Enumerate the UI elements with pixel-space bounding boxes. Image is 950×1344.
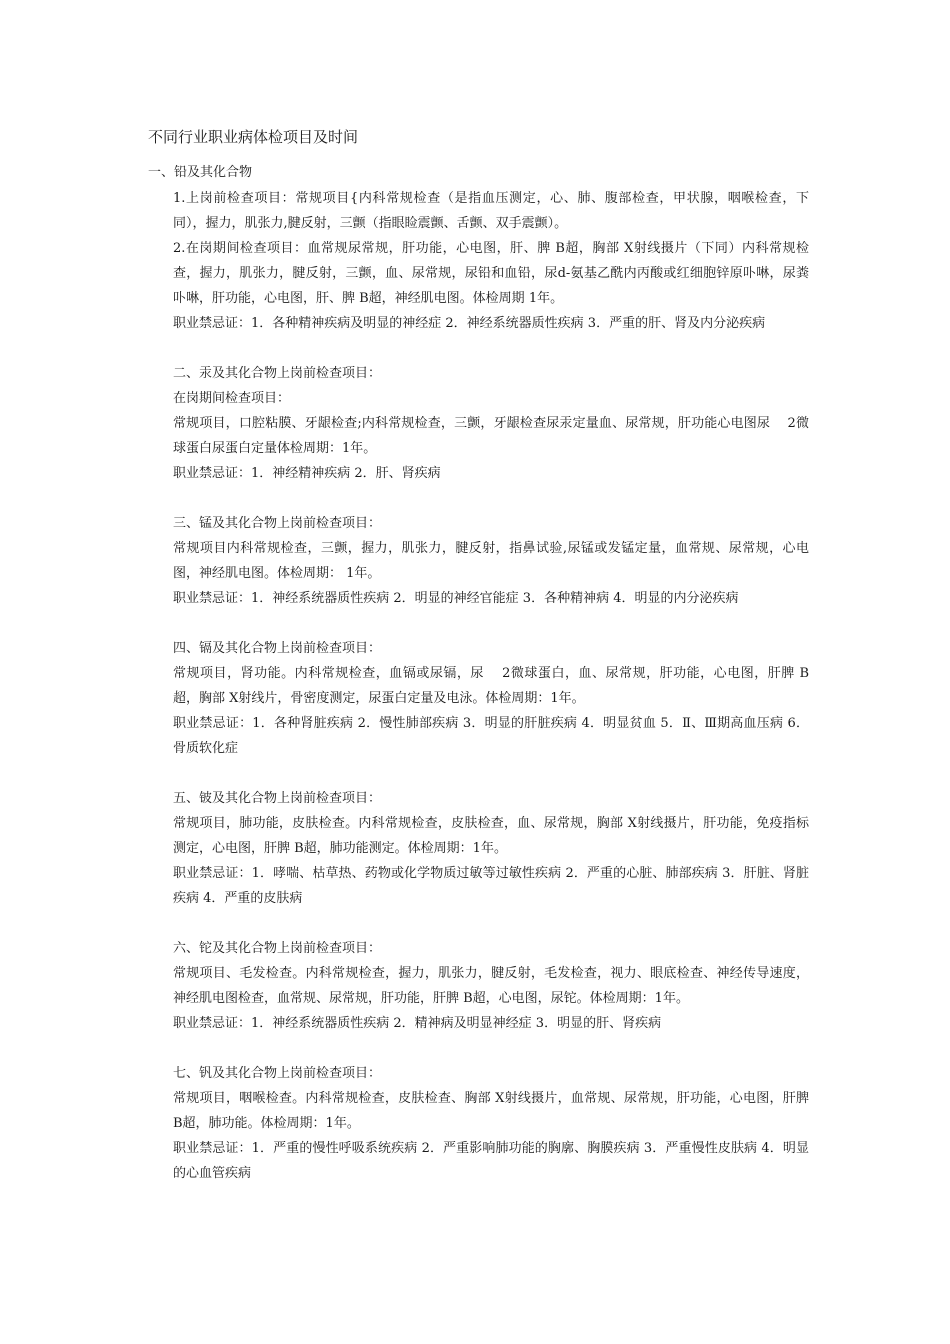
- section-2-heading: 二、汞及其化合物上岗前检查项目：: [173, 366, 382, 381]
- section-1: [173, 186, 809, 336]
- section-4-line-1: 常规项目，肾功能。内科常规检查，血镉或尿镉，尿 2微球蛋白，血、尿常规，肝功能，心电图，肝脾 B超，胸部 X射线片，骨密度测定，尿蛋白定量及电泳。体检周期：1年。: [173, 666, 809, 706]
- section-7-heading: 七、钒及其化合物上岗前检查项目：: [173, 1066, 382, 1081]
- section-3: [173, 511, 809, 611]
- section-2-contraindications: 职业禁忌证：1．神经精神疾病 2．肝、肾疾病: [173, 466, 441, 481]
- document-title: 不同行业职业病体检项目及时间: [148, 128, 359, 146]
- section-1-heading: 一、铅及其化合物: [148, 165, 253, 180]
- section-3-heading: 三、锰及其化合物上岗前检查项目：: [173, 516, 382, 531]
- section-3-contraindications: 职业禁忌证：1．神经系统器质性疾病 2．明显的神经官能症 3．各种精神病 4．明显的内分泌疾病: [173, 591, 739, 606]
- section-1-contraindications: 职业禁忌证：1．各种精神疾病及明显的神经症 2．神经系统器质性疾病 3．严重的肝、肾及内分泌疾病: [173, 316, 766, 331]
- document-body: [173, 186, 809, 1186]
- section-4-contraindications: 职业禁忌证：1．各种肾脏疾病 2．慢性肺部疾病 3．明显的肝脏疾病 4．明显贫血 5．Ⅱ、Ⅲ期高血压病 6．骨质软化症: [173, 716, 809, 756]
- section-6-heading: 六、铊及其化合物上岗前检查项目：: [173, 941, 382, 956]
- section-1-item-1: 1.上岗前检查项目：常规项目{内科常规检查（是指血压测定，心、肺、腹部检查，甲状腺，咽喉检查，下同），握力，肌张力,腱反射，三颤（指眼睑震颤、舌颤、双手震颤）。: [173, 191, 809, 231]
- section-4-heading: 四、镉及其化合物上岗前检查项目：: [173, 641, 382, 656]
- section-6: [173, 936, 809, 1036]
- section-5-contraindications: 职业禁忌证：1．哮喘、枯草热、药物或化学物质过敏等过敏性疾病 2．严重的心脏、肺部疾病 3．肝脏、肾脏疾病 4．严重的皮肤病: [173, 866, 809, 906]
- section-6-line-1: 常规项目、毛发检查。内科常规检查，握力，肌张力，腱反射，毛发检查，视力、眼底检查、神经传导速度，神经肌电图检查，血常规、尿常规，肝功能，肝脾 B超，心电图，尿铊。体检周期：1年。: [173, 966, 809, 1006]
- section-2: [173, 361, 809, 486]
- section-7-line-1: 常规项目，咽喉检查。内科常规检查，皮肤检查、胸部 X射线摄片，血常规、尿常规，肝功能，心电图，肝脾 B超，肺功能。体检周期：1年。: [173, 1091, 809, 1131]
- section-5-line-1: 常规项目，肺功能，皮肤检查。内科常规检查，皮肤检查，血、尿常规，胸部 X射线摄片，肝功能，免疫指标测定，心电图，肝脾 B超，肺功能测定。体检周期：1年。: [173, 816, 809, 856]
- section-4: [173, 636, 809, 761]
- section-3-line-1: 常规项目内科常规检查，三颤，握力，肌张力，腱反射，指鼻试验,尿锰或发锰定量，血常规、尿常规，心电图，神经肌电图。体检周期： 1年。: [173, 541, 809, 581]
- section-1-item-2: 2.在岗期间检查项目：血常规尿常规，肝功能，心电图，肝、脾 B超，胸部 X射线摄片（下同）内科常规检查，握力，肌张力，腱反射，三颤，血、尿常规，尿铅和血铅，尿d-氨基乙酰内丙酸或红细胞锌原卟啉，尿粪卟啉，肝功能，心电图，肝、脾 B超，神经肌电图。体检周期 1年。: [173, 241, 809, 306]
- section-7-contraindications: 职业禁忌证：1．严重的慢性呼吸系统疾病 2．严重影响肺功能的胸廓、胸膜疾病 3．严重慢性皮肤病 4．明显的心血管疾病: [173, 1141, 809, 1181]
- section-5: [173, 786, 809, 911]
- section-6-contraindications: 职业禁忌证：1．神经系统器质性疾病 2．精神病及明显神经症 3．明显的肝、肾疾病: [173, 1016, 662, 1031]
- section-7: [173, 1061, 809, 1186]
- section-2-line-1: 在岗期间检查项目：: [173, 391, 291, 406]
- section-5-heading: 五、铍及其化合物上岗前检查项目：: [173, 791, 382, 806]
- section-2-line-2: 常规项目，口腔粘膜、牙龈检查;内科常规检查，三颤，牙龈检查尿汞定量血、尿常规，肝功能心电图尿 2微球蛋白尿蛋白定量体检周期：1年。: [173, 416, 809, 456]
